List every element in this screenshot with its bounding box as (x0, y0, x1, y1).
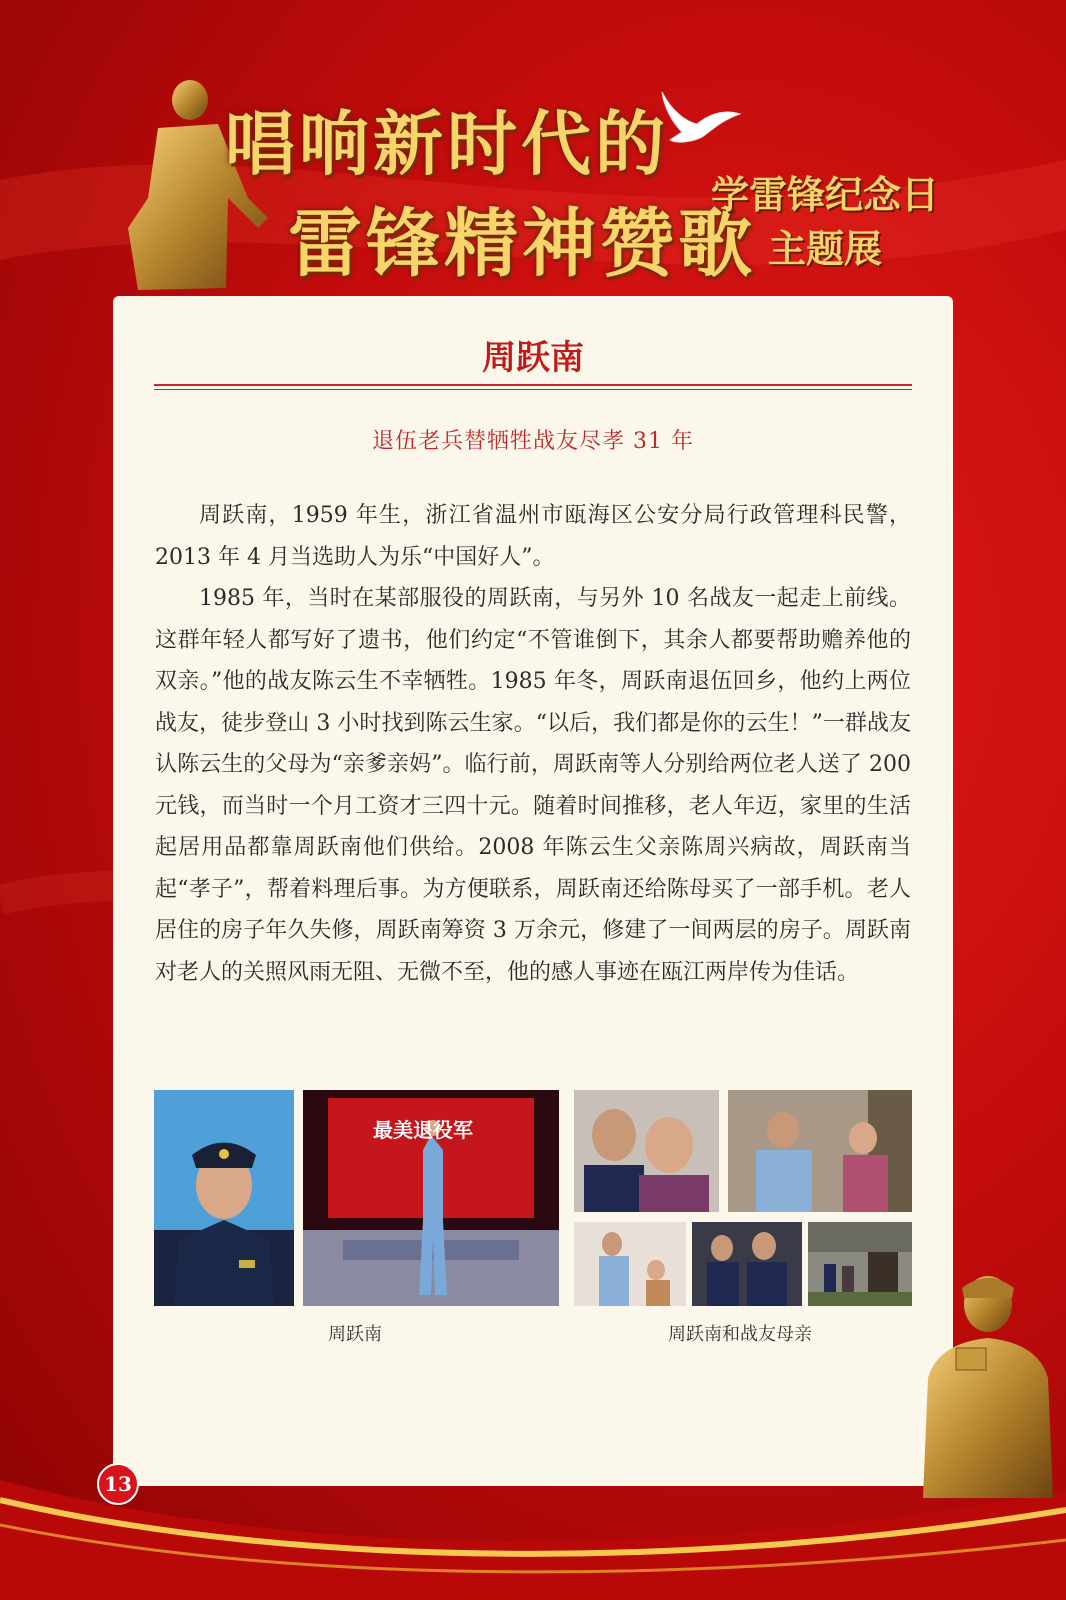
article-headline: 退伍老兵替牺牲战友尽孝 31 年 (372, 429, 694, 454)
article-body (155, 495, 911, 993)
blood-pressure-photo (728, 1090, 912, 1212)
footer-ribbon (0, 1470, 1066, 1600)
header-banner (0, 0, 1066, 300)
page-number: 13 (97, 1463, 139, 1505)
sitting-together-photo (692, 1222, 802, 1306)
portrait-photo (154, 1090, 294, 1306)
paragraph-1: 周跃南，1959 年生，浙江省温州市瓯海区公安分局行政管理科民警，2013 年 4 月当选助人为乐“中国好人”。 (155, 503, 911, 570)
person-name-title: 周跃南 (482, 338, 584, 378)
soldier-statue-right (918, 1268, 1058, 1498)
mother-smiling-photo (574, 1090, 719, 1212)
main-title-line1: 唱响新时代的 (225, 102, 669, 185)
stage-banner-text: 最美退役军 (373, 1118, 473, 1142)
main-title-line2: 雷锋精神赞歌 (288, 201, 756, 287)
house-visit-photo (808, 1222, 912, 1306)
subtitle-line1: 学雷锋纪念日 (710, 172, 939, 217)
exhibition-subtitle (710, 168, 940, 276)
dove-icon (652, 82, 742, 152)
caption-left: 周跃南 (328, 1324, 382, 1345)
paragraph-2: 1985 年，当时在某部服役的周跃南，与另外 10 名战友一起走上前线。这群年轻人都写好了遗书，他们约定“不管谁倒下，其余人都要帮助赡养他的双亲。”他的战友陈云生不幸牺牲。1985 年冬，周跃南退伍回乡，他约上两位战友，徒步登山 3 小时找到陈云生家。“以后，我们都是你的云生！”一群战友认陈云生的父母为“亲爹亲妈”。临行前，周跃南等人分别给两位老人送了 200 元钱，而当时一个月工资才三四十元。随着时间推移，老人年迈，家里的生活起居用品都靠周跃南他们供给。2008 年陈云生父亲陈周兴病故，周跃南当起“孝子”，帮着料理后事。为方便联系，周跃南还给陈母买了一部手机。老人居住的房子年久失修，周跃南筹资 3 万余元，修建了一间两层的房子。周跃南对老人的关照风雨无阻、无微不至，他的感人事迹在瓯江两岸传为佳话。 (155, 586, 911, 985)
subtitle-line2: 主题展 (767, 226, 882, 271)
title-divider (154, 384, 912, 386)
caption-right: 周跃南和战友母亲 (668, 1324, 812, 1345)
stage-photo (303, 1090, 559, 1306)
helping-walk-photo (574, 1222, 686, 1306)
title-divider-thin (154, 389, 912, 390)
